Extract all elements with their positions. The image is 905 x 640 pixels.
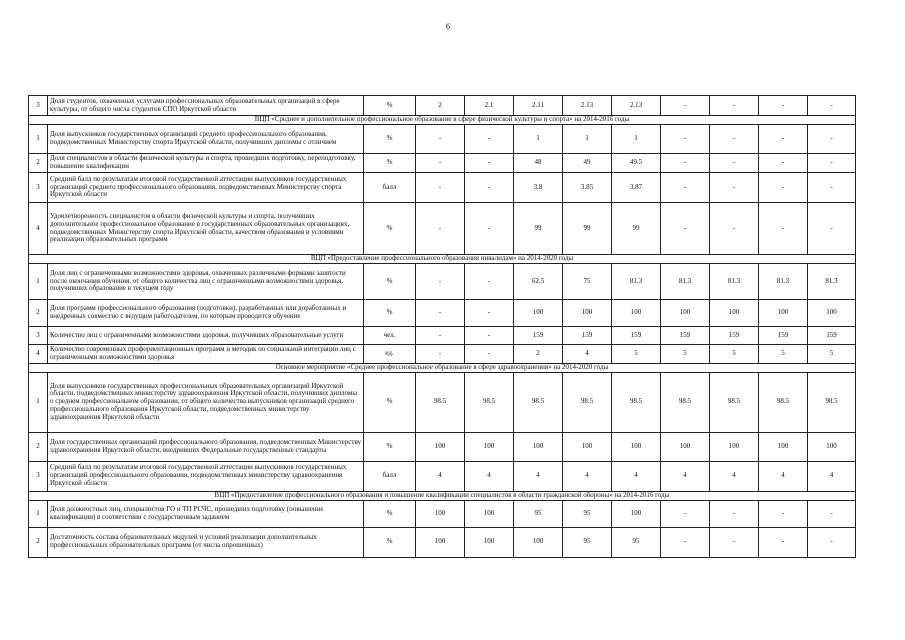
section-title: Основное мероприятие «Среднее профессиональное образование в сфере здравоохранения» на 2014-2020 годы (29, 363, 856, 372)
unit-cell: балл (364, 461, 416, 491)
value-cell: - (661, 96, 710, 116)
section-title: ВЦП «Предоставление профессионального образования инвалидам» на 2014-2020 годы (29, 255, 856, 264)
indicator-name-cell: Средний балл по результатам итоговой государственной аттестации выпускников государственных организаций среднего профессионального образования, подведомственных Министерству спорта Иркутской области (48, 173, 364, 203)
value-cell: 3.8 (514, 173, 563, 203)
value-cell: 3.85 (563, 173, 612, 203)
value-cell: 100 (465, 432, 514, 461)
value-cell: - (661, 125, 710, 154)
indicators-table (28, 95, 856, 558)
value-cell: - (759, 203, 808, 255)
row-number-cell: 4 (29, 345, 48, 364)
indicator-name-cell: Доля программ профессионального образования (подготовки), разработанных или доработанных и внедренных совместно с ведущим работодателем, по которым проводится обучение (48, 300, 364, 327)
table-row (29, 527, 856, 557)
value-cell: - (465, 203, 514, 255)
value-cell: 100 (465, 500, 514, 527)
value-cell: - (416, 154, 465, 173)
section-header-row (29, 255, 856, 264)
indicator-name-cell: Доля выпускников государственных профессиональных образовательных организаций Иркутской области, подведомственных министерству здравоохранения Иркутской области, получивших дипломы о среднем профессиональном образовании, от общего количества выпускников организаций среднего профессионального образования Иркутской области, подведомственных министерству здравоохранения Иркутской области (48, 372, 364, 432)
row-number-cell: 3 (29, 173, 48, 203)
value-cell: 159 (661, 327, 710, 345)
table-row (29, 96, 856, 116)
indicator-name-cell: Доля должностных лиц, специалистов ГО и ТП РСЧС, прошедших подготовку (повышение квалификации) в соответствии с государственным заданием (48, 500, 364, 527)
value-cell: 62.5 (514, 264, 563, 300)
value-cell: 100 (759, 300, 808, 327)
value-cell: 98.5 (563, 372, 612, 432)
value-cell: - (759, 527, 808, 557)
value-cell: - (465, 154, 514, 173)
value-cell: - (465, 264, 514, 300)
value-cell: 1 (563, 125, 612, 154)
value-cell: 98.5 (661, 372, 710, 432)
value-cell: 100 (416, 527, 465, 557)
value-cell: 4 (465, 461, 514, 491)
value-cell: 4 (416, 461, 465, 491)
section-header-row (29, 363, 856, 372)
value-cell: - (759, 96, 808, 116)
value-cell: 159 (759, 327, 808, 345)
value-cell: 2.13 (612, 96, 661, 116)
value-cell: - (465, 327, 514, 345)
unit-cell: балл (364, 173, 416, 203)
value-cell: - (416, 264, 465, 300)
value-cell: - (465, 300, 514, 327)
value-cell: 100 (612, 500, 661, 527)
row-number-cell: 2 (29, 154, 48, 173)
value-cell: 2 (416, 96, 465, 116)
value-cell: 2.11 (514, 96, 563, 116)
value-cell: 5 (759, 345, 808, 364)
value-cell: - (710, 527, 759, 557)
unit-cell: % (364, 500, 416, 527)
value-cell: 4 (563, 461, 612, 491)
table-row (29, 372, 856, 432)
value-cell: - (661, 203, 710, 255)
value-cell: - (808, 125, 856, 154)
value-cell: - (465, 345, 514, 364)
row-number-cell: 3 (29, 461, 48, 491)
value-cell: - (808, 527, 856, 557)
value-cell: 4 (612, 461, 661, 491)
value-cell: 5 (808, 345, 856, 364)
table-row (29, 173, 856, 203)
value-cell: 95 (563, 527, 612, 557)
value-cell: - (661, 173, 710, 203)
value-cell: 1 (514, 125, 563, 154)
value-cell: 100 (808, 300, 856, 327)
value-cell: 2 (514, 345, 563, 364)
value-cell: 100 (563, 300, 612, 327)
row-number-cell: 2 (29, 432, 48, 461)
value-cell: 98.5 (612, 372, 661, 432)
table-row (29, 300, 856, 327)
page-number: 6 (446, 22, 450, 31)
value-cell: 159 (563, 327, 612, 345)
table-row (29, 203, 856, 255)
value-cell: 100 (612, 432, 661, 461)
table-row (29, 345, 856, 364)
row-number-cell: 1 (29, 372, 48, 432)
value-cell: 98.5 (808, 372, 856, 432)
indicator-name-cell: Доля лиц с ограниченными возможностями здоровья, охваченных различными формами занятости после окончания обучения, от общего количества лиц с ограниченными возможностями здоровья, получивших образование в текущем году (48, 264, 364, 300)
value-cell: - (808, 96, 856, 116)
table-row (29, 327, 856, 345)
value-cell: 100 (710, 300, 759, 327)
value-cell: 159 (710, 327, 759, 345)
value-cell: 4 (710, 461, 759, 491)
table-row (29, 264, 856, 300)
indicator-name-cell: Удовлетворенность специалистов в области физической культуры и спорта, получивших дополнительное профессиональное образование в государственных образовательных организациях, подведомственных Министерству спорта Иркутской области, качеством образования и условиями реализации образовательных программ (48, 203, 364, 255)
row-number-cell: 1 (29, 125, 48, 154)
value-cell: - (661, 154, 710, 173)
unit-cell: % (364, 96, 416, 116)
value-cell: 4 (759, 461, 808, 491)
value-cell: 99 (563, 203, 612, 255)
indicator-name-cell: Доля специалистов в области физической культуры и спорта, прошедших подготовку, переподготовку, повышение квалификации (48, 154, 364, 173)
indicator-name-cell: Количество лиц с ограниченными возможностями здоровья, получивших образовательные услуги (48, 327, 364, 345)
value-cell: 99 (612, 203, 661, 255)
section-header-row (29, 116, 856, 125)
value-cell: 5 (661, 345, 710, 364)
value-cell: 99 (514, 203, 563, 255)
value-cell: - (808, 203, 856, 255)
value-cell: 48 (514, 154, 563, 173)
value-cell: 100 (612, 300, 661, 327)
value-cell: 5 (612, 345, 661, 364)
value-cell: 49 (563, 154, 612, 173)
value-cell: 75 (563, 264, 612, 300)
value-cell: 49.5 (612, 154, 661, 173)
value-cell: 100 (416, 432, 465, 461)
value-cell: 4 (514, 461, 563, 491)
unit-cell: % (364, 372, 416, 432)
unit-cell: % (364, 203, 416, 255)
value-cell: 3.87 (612, 173, 661, 203)
table-row (29, 154, 856, 173)
value-cell: 159 (514, 327, 563, 345)
unit-cell: % (364, 527, 416, 557)
value-cell: 100 (661, 300, 710, 327)
value-cell: 100 (710, 432, 759, 461)
value-cell: 1 (612, 125, 661, 154)
row-number-cell: 3 (29, 96, 48, 116)
indicator-name-cell: Доля государственных организаций профессионального образования, подведомственных Министерству здравоохранения Иркутской области, внедривших Федеральные государственные стандарты (48, 432, 364, 461)
row-number-cell: 1 (29, 500, 48, 527)
value-cell: 98.5 (416, 372, 465, 432)
value-cell: - (710, 154, 759, 173)
table-row (29, 432, 856, 461)
value-cell: 98.5 (514, 372, 563, 432)
row-number-cell: 1 (29, 264, 48, 300)
value-cell: - (759, 500, 808, 527)
value-cell: - (710, 173, 759, 203)
value-cell: 5 (710, 345, 759, 364)
value-cell: - (416, 173, 465, 203)
value-cell: 98.5 (710, 372, 759, 432)
value-cell: 81.3 (808, 264, 856, 300)
row-number-cell: 2 (29, 527, 48, 557)
value-cell: 95 (514, 500, 563, 527)
value-cell: 81.3 (759, 264, 808, 300)
unit-cell: % (364, 432, 416, 461)
value-cell: - (661, 500, 710, 527)
value-cell: 100 (808, 432, 856, 461)
unit-cell: чел. (364, 327, 416, 345)
table-row (29, 461, 856, 491)
value-cell: 100 (563, 432, 612, 461)
value-cell: 98.5 (759, 372, 808, 432)
row-number-cell: 3 (29, 327, 48, 345)
value-cell: 81.3 (612, 264, 661, 300)
value-cell: - (710, 125, 759, 154)
value-cell: - (710, 203, 759, 255)
value-cell: - (759, 154, 808, 173)
value-cell: - (416, 300, 465, 327)
unit-cell: ед. (364, 345, 416, 364)
indicator-name-cell: Количество современных профориентационных программ и методик по социальной интеграции лиц с ограниченными возможностями здоровья (48, 345, 364, 364)
value-cell: 95 (612, 527, 661, 557)
value-cell: - (661, 527, 710, 557)
value-cell: 2.1 (465, 96, 514, 116)
value-cell: 100 (514, 432, 563, 461)
table-row (29, 125, 856, 154)
value-cell: - (416, 125, 465, 154)
value-cell: - (710, 96, 759, 116)
value-cell: 100 (759, 432, 808, 461)
section-header-row (29, 491, 856, 500)
value-cell: 81.3 (661, 264, 710, 300)
value-cell: 159 (808, 327, 856, 345)
value-cell: - (416, 345, 465, 364)
value-cell: 100 (514, 527, 563, 557)
row-number-cell: 2 (29, 300, 48, 327)
value-cell: 100 (416, 500, 465, 527)
value-cell: 2.13 (563, 96, 612, 116)
value-cell: 4 (563, 345, 612, 364)
section-title: ВЦП «Среднее и дополнительное профессиональное образование в сфере физической культуры и спорта» на 2014-2016 годы (29, 116, 856, 125)
value-cell: - (808, 154, 856, 173)
value-cell: 100 (661, 432, 710, 461)
value-cell: - (416, 327, 465, 345)
value-cell: - (808, 173, 856, 203)
value-cell: 98.5 (465, 372, 514, 432)
value-cell: 4 (661, 461, 710, 491)
row-number-cell: 4 (29, 203, 48, 255)
indicator-name-cell: Доля студентов, охваченных услугами профессиональных образовательных организаций в сфере культуры, от общего числа студентов СПО Иркутской области (48, 96, 364, 116)
unit-cell: % (364, 154, 416, 173)
indicator-name-cell: Достаточность состава образовательных модулей и условий реализации дополнительных профессиональных образовательных программ (от числа опрошенных) (48, 527, 364, 557)
value-cell: 95 (563, 500, 612, 527)
value-cell: - (416, 203, 465, 255)
indicator-name-cell: Доля выпускников государственных организаций среднего профессионального образования, подведомственных Министерству спорта Иркутской области, получивших дипломы с отличием (48, 125, 364, 154)
value-cell: 81.3 (710, 264, 759, 300)
value-cell: - (465, 173, 514, 203)
unit-cell: % (364, 300, 416, 327)
value-cell: 159 (612, 327, 661, 345)
value-cell: - (465, 125, 514, 154)
unit-cell: % (364, 264, 416, 300)
section-title: ВЦП «Предоставление профессионального образования и повышение квалификации специалистов в области гражданской обороны» на 2014-2016 годы (29, 491, 856, 500)
value-cell: - (710, 500, 759, 527)
value-cell: 100 (514, 300, 563, 327)
indicator-name-cell: Средний балл по результатам итоговой государственной аттестации выпускников государственных организаций профессионального образования, подведомственных министерству здравоохранения Иркутской области (48, 461, 364, 491)
value-cell: 100 (465, 527, 514, 557)
value-cell: 4 (808, 461, 856, 491)
value-cell: - (759, 125, 808, 154)
value-cell: - (808, 500, 856, 527)
table-row (29, 500, 856, 527)
value-cell: - (759, 173, 808, 203)
unit-cell: % (364, 125, 416, 154)
